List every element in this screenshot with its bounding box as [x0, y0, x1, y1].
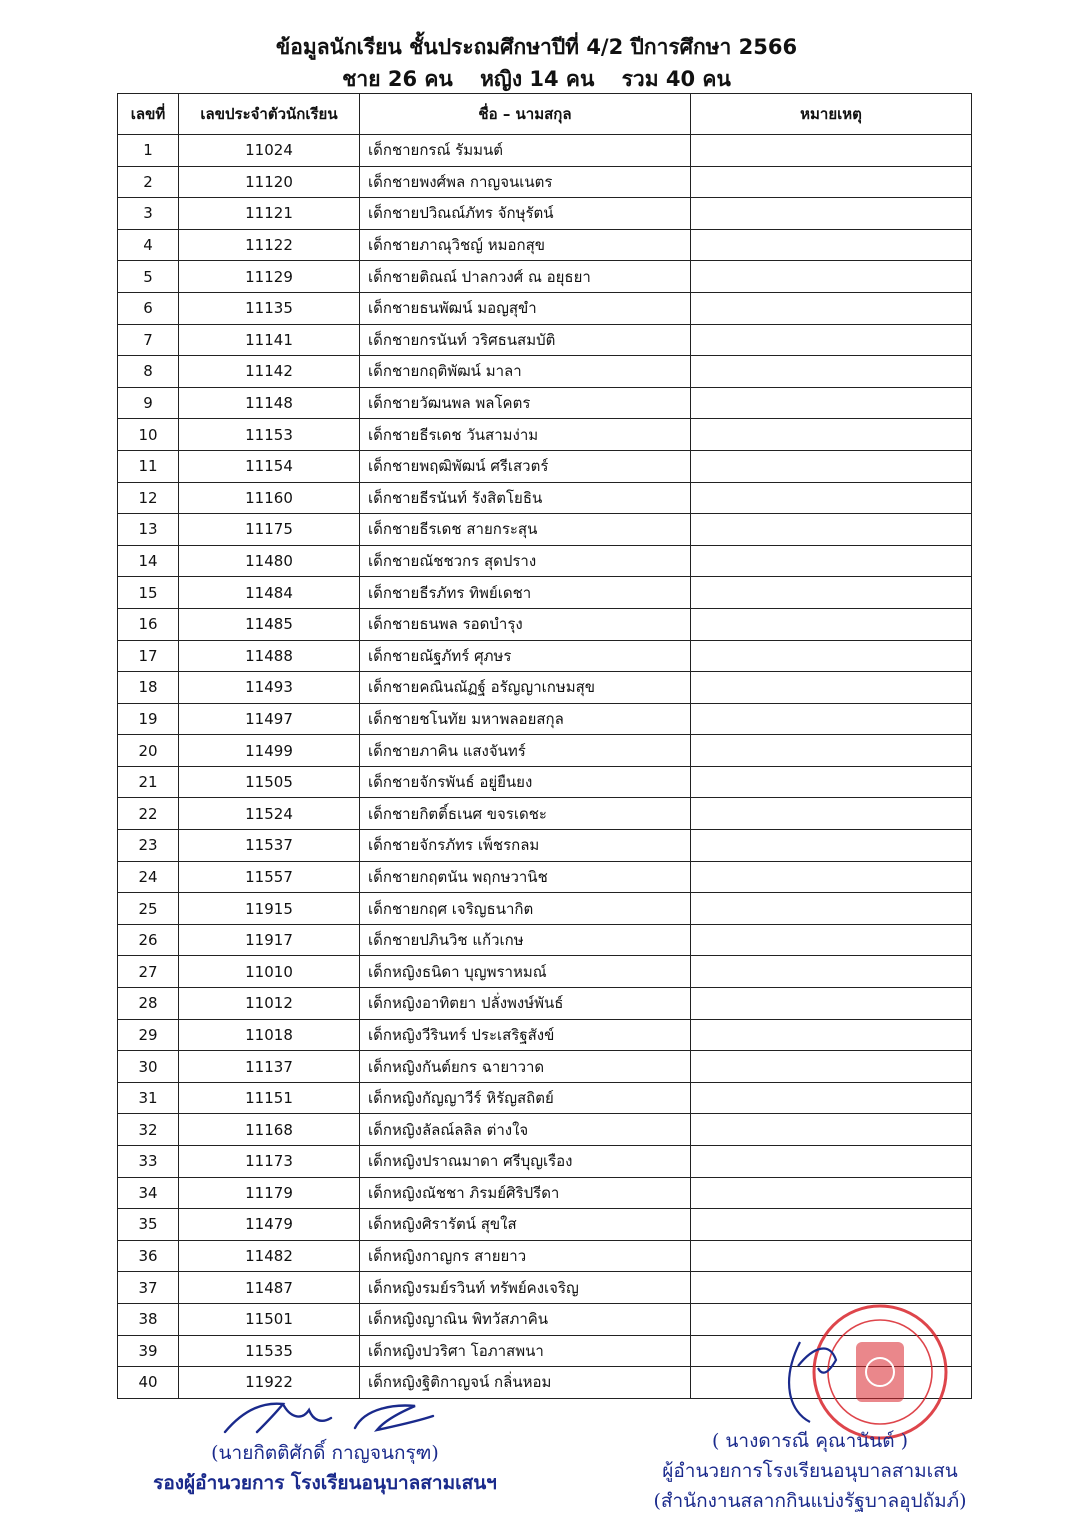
student-remarks [691, 324, 972, 356]
student-number: 7 [118, 324, 179, 356]
student-name: เด็กหญิงอาทิตยา ปลั่งพงษ์พันธ์ [360, 988, 691, 1020]
vice-director-position: รองผู้อำนวยการ โรงเรียนอนุบาลสามเสนฯ [153, 1472, 497, 1494]
student-name: เด็กชายจักรภัทร เพ็ชรกลม [360, 830, 691, 862]
student-id: 11121 [179, 198, 360, 230]
student-id: 11024 [179, 135, 360, 167]
student-number: 33 [118, 1146, 179, 1178]
student-number: 17 [118, 640, 179, 672]
table-row [118, 135, 972, 167]
student-number: 28 [118, 988, 179, 1020]
student-name: เด็กชายณัฐภัทร์ ศุภษร [360, 640, 691, 672]
student-number: 30 [118, 1051, 179, 1083]
student-remarks [691, 1177, 972, 1209]
student-id: 11151 [179, 1082, 360, 1114]
student-id: 11179 [179, 1177, 360, 1209]
student-remarks [691, 988, 972, 1020]
student-id: 11480 [179, 545, 360, 577]
student-number: 19 [118, 703, 179, 735]
student-name: เด็กหญิงลัลณ์ลลิล ต่างใจ [360, 1114, 691, 1146]
student-id: 11120 [179, 166, 360, 198]
table-row [118, 387, 972, 419]
student-id: 11499 [179, 735, 360, 767]
director-name: ( นางดารณี คุณานันต์ ) [711, 1430, 909, 1452]
table-row [118, 292, 972, 324]
table-row [118, 514, 972, 546]
student-number: 21 [118, 766, 179, 798]
student-number: 11 [118, 450, 179, 482]
student-remarks [691, 514, 972, 546]
student-name: เด็กชายพงศ์พล กาญจนเนตร [360, 166, 691, 198]
student-id: 11487 [179, 1272, 360, 1304]
student-number: 1 [118, 135, 179, 167]
student-remarks [691, 798, 972, 830]
student-number: 10 [118, 419, 179, 451]
student-id: 11012 [179, 988, 360, 1020]
student-number: 34 [118, 1177, 179, 1209]
table-row [118, 1146, 972, 1178]
student-name: เด็กชายณัชชวกร สุดปราง [360, 545, 691, 577]
student-number: 38 [118, 1303, 179, 1335]
student-id: 11484 [179, 577, 360, 609]
table-row [118, 735, 972, 767]
student-name: เด็กชายปวิณณ์ภัทร จักษุรัตน์ [360, 198, 691, 230]
table-row [118, 1051, 972, 1083]
table-row [118, 419, 972, 451]
student-remarks [691, 482, 972, 514]
student-id: 11479 [179, 1209, 360, 1241]
student-id: 11505 [179, 766, 360, 798]
student-number: 22 [118, 798, 179, 830]
column-header-remarks: หมายเหตุ [691, 94, 972, 135]
student-table [117, 93, 972, 1399]
student-number: 32 [118, 1114, 179, 1146]
table-row [118, 356, 972, 388]
student-remarks [691, 387, 972, 419]
table-row [118, 608, 972, 640]
student-number: 5 [118, 261, 179, 293]
table-row [118, 830, 972, 862]
student-number: 40 [118, 1367, 179, 1399]
student-id: 11557 [179, 861, 360, 893]
student-name: เด็กหญิงธนิดา บุญพราหมณ์ [360, 956, 691, 988]
student-id: 11135 [179, 292, 360, 324]
student-id: 11122 [179, 229, 360, 261]
director-position: ผู้อำนวยการโรงเรียนอนุบาลสามเสน [662, 1460, 958, 1482]
signature-spacer [620, 1398, 1000, 1426]
student-name: เด็กชายปภินวิช แก้วเกษ [360, 924, 691, 956]
column-header-student-id: เลขประจำตัวนักเรียน [179, 94, 360, 135]
table-row [118, 924, 972, 956]
male-count: ชาย 26 คน [342, 67, 453, 91]
student-remarks [691, 261, 972, 293]
student-name: เด็กชายภาคิน แสงจันทร์ [360, 735, 691, 767]
student-number: 36 [118, 1240, 179, 1272]
student-remarks [691, 735, 972, 767]
student-remarks [691, 861, 972, 893]
table-row [118, 703, 972, 735]
student-id: 11173 [179, 1146, 360, 1178]
student-remarks [691, 1082, 972, 1114]
student-remarks [691, 924, 972, 956]
student-name: เด็กหญิงญาณิน พิทวัสภาคิน [360, 1303, 691, 1335]
student-name: เด็กชายติณณ์ ปาลกวงศ์ ณ อยุธยา [360, 261, 691, 293]
student-number: 24 [118, 861, 179, 893]
student-remarks [691, 893, 972, 925]
table-row [118, 1019, 972, 1051]
table-row [118, 956, 972, 988]
table-row [118, 640, 972, 672]
student-id: 11154 [179, 450, 360, 482]
student-remarks [691, 956, 972, 988]
table-row [118, 861, 972, 893]
student-name: เด็กชายธีรภัทร ทิพย์เดชา [360, 577, 691, 609]
student-remarks [691, 292, 972, 324]
student-id: 11142 [179, 356, 360, 388]
student-remarks [691, 229, 972, 261]
table-row [118, 798, 972, 830]
student-remarks [691, 450, 972, 482]
vice-director-name: (นายกิตติศักดิ์ กาญจนกรุฑ) [211, 1442, 439, 1464]
student-number: 39 [118, 1335, 179, 1367]
student-name: เด็กชายกรนันท์ วริศธนสมบัติ [360, 324, 691, 356]
student-number: 8 [118, 356, 179, 388]
student-remarks [691, 1272, 972, 1304]
student-name: เด็กหญิงปวริศา โอภาสพนา [360, 1335, 691, 1367]
student-remarks [691, 1240, 972, 1272]
student-number: 2 [118, 166, 179, 198]
table-row [118, 482, 972, 514]
student-remarks [691, 198, 972, 230]
student-id: 11175 [179, 514, 360, 546]
student-name: เด็กชายคณินณัฏฐ์ อรัญญาเกษมสุข [360, 672, 691, 704]
student-id: 11524 [179, 798, 360, 830]
student-count-line [0, 66, 1073, 92]
table-row [118, 166, 972, 198]
female-count: หญิง 14 คน [480, 67, 595, 91]
handwritten-signature-left [205, 1398, 445, 1438]
student-name: เด็กชายชโนทัย มหาพลอยสกุล [360, 703, 691, 735]
student-id: 11018 [179, 1019, 360, 1051]
student-number: 9 [118, 387, 179, 419]
table-row [118, 577, 972, 609]
student-name: เด็กชายธนพัฒน์ มอญสุขำ [360, 292, 691, 324]
table-row [118, 229, 972, 261]
student-id: 11497 [179, 703, 360, 735]
student-number: 37 [118, 1272, 179, 1304]
student-remarks [691, 1146, 972, 1178]
student-id: 11535 [179, 1335, 360, 1367]
student-remarks [691, 545, 972, 577]
student-remarks [691, 640, 972, 672]
document-title: ข้อมูลนักเรียน ชั้นประถมศึกษาปีที่ 4/2 ปีการศึกษา 2566 [275, 35, 798, 59]
table-body [118, 135, 972, 1399]
table-row [118, 1240, 972, 1272]
table-row [118, 766, 972, 798]
student-name: เด็กชายวัฒนพล พลโคตร [360, 387, 691, 419]
student-name: เด็กชายธีรนันท์ รังสิตโยธิน [360, 482, 691, 514]
student-remarks [691, 672, 972, 704]
student-id: 11482 [179, 1240, 360, 1272]
student-name: เด็กหญิงณัชชา ภิรมย์ศิริปรีดา [360, 1177, 691, 1209]
student-number: 20 [118, 735, 179, 767]
student-number: 25 [118, 893, 179, 925]
table-row [118, 261, 972, 293]
table-row [118, 1177, 972, 1209]
student-number: 26 [118, 924, 179, 956]
student-number: 35 [118, 1209, 179, 1241]
student-id: 11485 [179, 608, 360, 640]
student-remarks [691, 766, 972, 798]
column-header-number: เลขที่ [118, 94, 179, 135]
student-id: 11129 [179, 261, 360, 293]
student-id: 11141 [179, 324, 360, 356]
student-number: 27 [118, 956, 179, 988]
student-id: 11168 [179, 1114, 360, 1146]
student-name: เด็กหญิงฐิติกาญจน์ กลิ่นหอม [360, 1367, 691, 1399]
student-remarks [691, 166, 972, 198]
table-row [118, 893, 972, 925]
table-row [118, 988, 972, 1020]
student-id: 11922 [179, 1367, 360, 1399]
student-name: เด็กชายกฤติพัฒน์ มาลา [360, 356, 691, 388]
student-remarks [691, 577, 972, 609]
student-number: 15 [118, 577, 179, 609]
student-name: เด็กหญิงปราณมาดา ศรีบุญเรือง [360, 1146, 691, 1178]
student-number: 6 [118, 292, 179, 324]
student-name: เด็กหญิงกันต์ยกร ฉายาวาด [360, 1051, 691, 1083]
student-name: เด็กชายจักรพันธ์ อยู่ยืนยง [360, 766, 691, 798]
student-remarks [691, 703, 972, 735]
student-number: 29 [118, 1019, 179, 1051]
student-number: 12 [118, 482, 179, 514]
student-name: เด็กชายกฤศ เจริญธนากิต [360, 893, 691, 925]
table-row [118, 1114, 972, 1146]
student-number: 31 [118, 1082, 179, 1114]
student-name: เด็กหญิงกัญญาวีร์ หิรัญสถิตย์ [360, 1082, 691, 1114]
student-number: 13 [118, 514, 179, 546]
vice-director-signature-block [150, 1398, 500, 1498]
student-name: เด็กหญิงศิรารัตน์ สุขใส [360, 1209, 691, 1241]
student-name: เด็กชายธีรเดช วันสามง่าม [360, 419, 691, 451]
student-number: 14 [118, 545, 179, 577]
student-number: 16 [118, 608, 179, 640]
student-name: เด็กชายภาณุวิชญ์ หมอกสุข [360, 229, 691, 261]
student-id: 11160 [179, 482, 360, 514]
director-signature-block [620, 1398, 1000, 1516]
table-row [118, 324, 972, 356]
student-remarks [691, 419, 972, 451]
column-header-name: ชื่อ – นามสกุล [360, 94, 691, 135]
student-name: เด็กชายกรณ์ รัมมนต์ [360, 135, 691, 167]
student-remarks [691, 356, 972, 388]
student-id: 11153 [179, 419, 360, 451]
table-row [118, 672, 972, 704]
student-name: เด็กหญิงวีรินทร์ ประเสริฐสังข์ [360, 1019, 691, 1051]
director-organization: (สำนักงานสลากกินแบ่งรัฐบาลอุปถัมภ์) [653, 1490, 967, 1512]
student-id: 11537 [179, 830, 360, 862]
student-name: เด็กชายพฤฒิพัฒน์ ศรีเสวตร์ [360, 450, 691, 482]
student-id: 11501 [179, 1303, 360, 1335]
student-name: เด็กชายกิตติ์ธเนศ ขจรเดชะ [360, 798, 691, 830]
student-id: 11137 [179, 1051, 360, 1083]
student-name: เด็กหญิงรมย์รวินท์ ทรัพย์คงเจริญ [360, 1272, 691, 1304]
table-row [118, 450, 972, 482]
student-name: เด็กหญิงกาญกร สายยาว [360, 1240, 691, 1272]
table-row [118, 1272, 972, 1304]
student-remarks [691, 1114, 972, 1146]
student-name: เด็กชายธีรเดช สายกระสุน [360, 514, 691, 546]
student-number: 3 [118, 198, 179, 230]
student-number: 4 [118, 229, 179, 261]
student-name: เด็กชายธนพล รอดบำรุง [360, 608, 691, 640]
table-row [118, 198, 972, 230]
student-number: 23 [118, 830, 179, 862]
student-remarks [691, 1209, 972, 1241]
table-header-row [118, 94, 972, 135]
total-count: รวม 40 คน [621, 67, 731, 91]
student-id: 11915 [179, 893, 360, 925]
student-remarks [691, 830, 972, 862]
table-row [118, 545, 972, 577]
student-id: 11148 [179, 387, 360, 419]
student-id: 11917 [179, 924, 360, 956]
table-row [118, 1209, 972, 1241]
student-name: เด็กชายกฤตนัน พฤกษวานิช [360, 861, 691, 893]
table-row [118, 1082, 972, 1114]
student-remarks [691, 1051, 972, 1083]
student-id: 11488 [179, 640, 360, 672]
student-id: 11493 [179, 672, 360, 704]
student-remarks [691, 608, 972, 640]
student-remarks [691, 135, 972, 167]
student-remarks [691, 1019, 972, 1051]
student-id: 11010 [179, 956, 360, 988]
student-number: 18 [118, 672, 179, 704]
